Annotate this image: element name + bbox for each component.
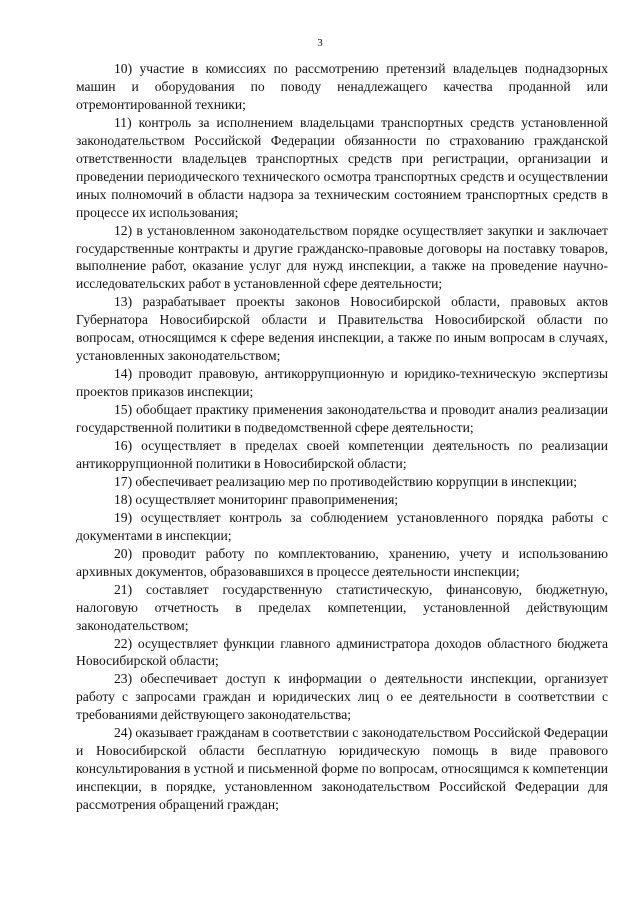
list-item: 24) оказывает гражданам в соответствии с законодательством Российской Федерации и Новосибирской области бесплатную юридическую помощь в виде правового консультирования в устной и письменной форме по вопросам, относящимся к компетенции инспекции, в порядке, установленном законодательством Российской Федерации для рассмотрения обращений граждан; [76,725,608,813]
list-item: 22) осуществляет функции главного администратора доходов областного бюджета Новосибирской области; [76,635,608,669]
list-item: 15) обобщает практику применения законодательства и проводит анализ реализации государственной политики в подведомственной сфере деятельности; [76,402,608,436]
list-item: 20) проводит работу по комплектованию, хранению, учету и использованию архивных документов, образовавшихся в процессе деятельности инспекции; [76,545,608,579]
list-item: 16) осуществляет в пределах своей компетенции деятельность по реализации антикоррупционной политики в Новосибирской области; [76,438,608,471]
document-body [76,60,608,814]
list-item: 21) составляет государственную статистическую, финансовую, бюджетную, налоговую отчетность в пределах компетенции, установленной действующим законодательством; [76,581,608,633]
list-item: 12) в установленном законодательством порядке осуществляет закупки и заключает государственные контракты и другие гражданско-правовые договоры на поставку товаров, выполнение работ, оказание услуг для нужд инспекции, а также на проведение научно-исследовательских работ в установленной сфере деятельности; [76,222,608,292]
list-item: 19) осуществляет контроль за соблюдением установленного порядка работы с документами в инспекции; [76,509,608,543]
list-item: 14) проводит правовую, антикоррупционную и юридико-техническую экспертизы проектов приказов инспекции; [76,366,608,400]
list-item: 13) разрабатывает проекты законов Новосибирской области, правовых актов Губернатора Новосибирской области и Правительства Новосибирской области по вопросам, относящимся к сфере ведения инспекции, а также по иным вопросам в случаях, установленных законодательством; [76,294,608,364]
list-item: 11) контроль за исполнением владельцами транспортных средств установленной законодательством Российской Федерации обязанности по страхованию гражданской ответственности владельцев транспортных средств при регистрации, организации и проведении периодического технического осмотра транспортных средств и осуществлении иных полномочий в области надзора за техническим состоянием транспортных средств в процессе их использования; [76,114,608,220]
list-item: 17) обеспечивает реализацию мер по противодействию коррупции в инспекции; [114,473,578,489]
list-item: 23) обеспечивает доступ к информации о деятельности инспекции, организует работу с запросами граждан и юридических лиц о ее деятельности в соответствии с требованиями действующего законодательства; [76,671,608,723]
list-item: 18) осуществляет мониторинг правоприменения; [114,491,399,507]
page-number: 3 [317,37,323,49]
list-item: 10) участие в комиссиях по рассмотрению претензий владельцев поднадзорных машин и оборудования по поводу ненадлежащего качества проданной или отремонтированной техники; [76,61,608,112]
